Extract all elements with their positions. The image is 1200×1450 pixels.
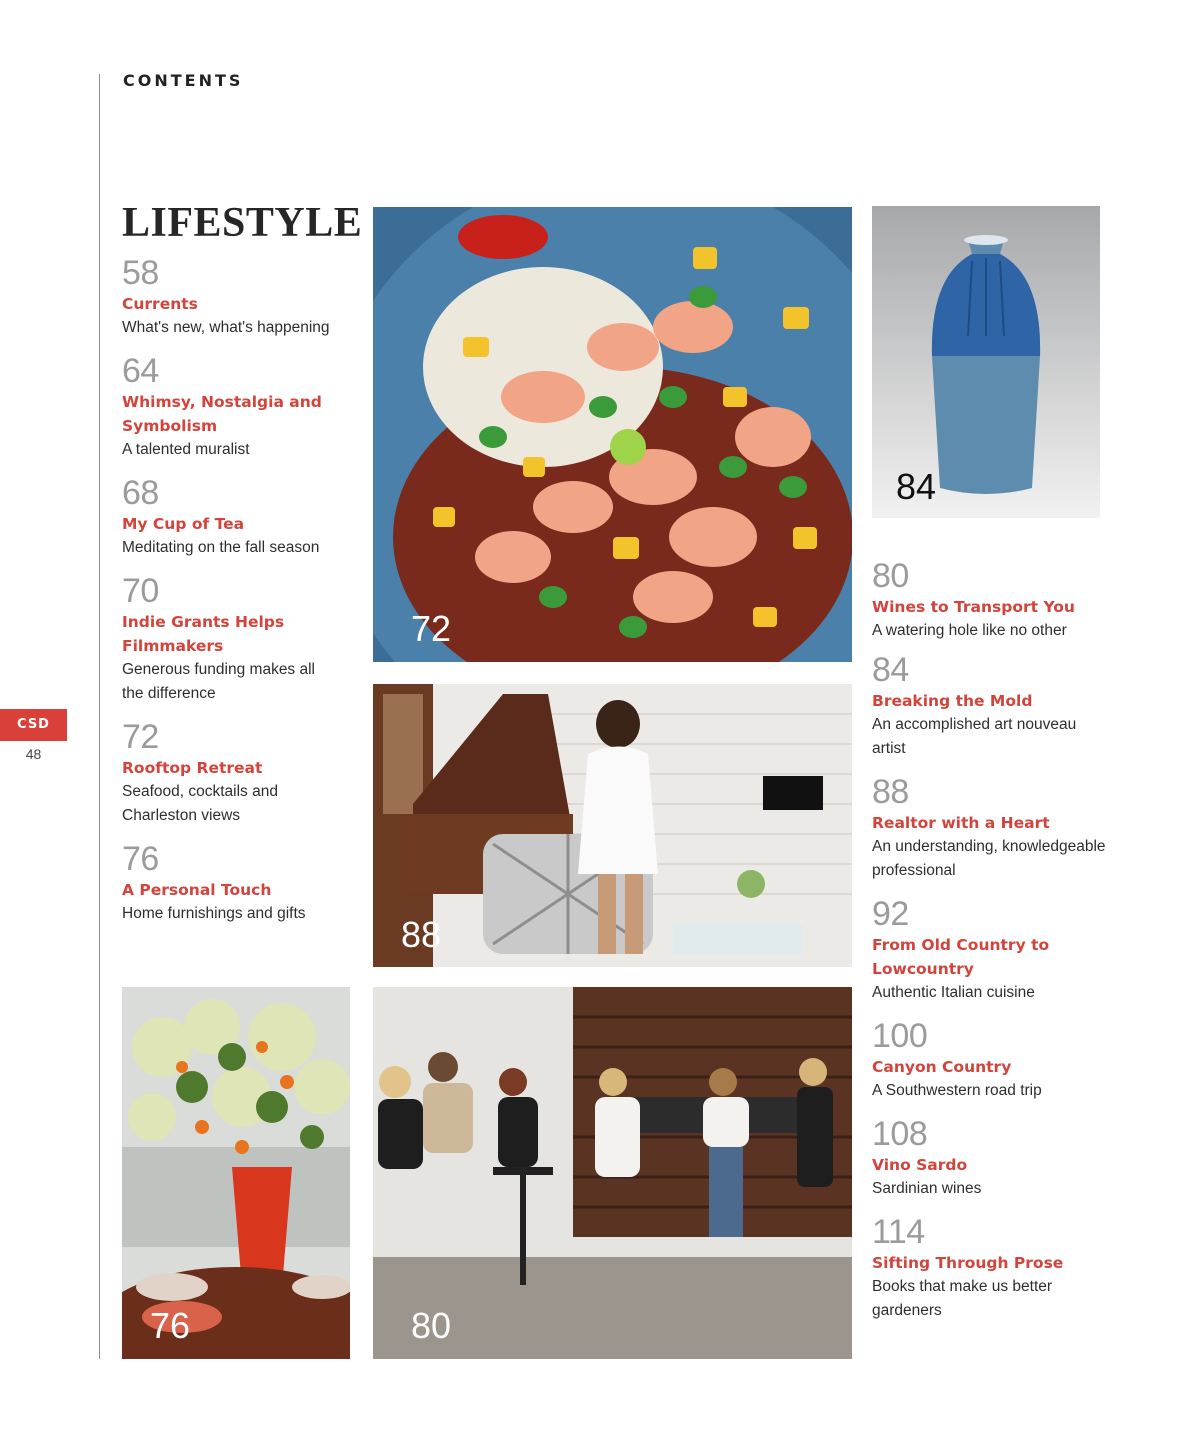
toc-page-number: 80 (872, 557, 909, 595)
toc-page-number: 108 (872, 1115, 928, 1153)
shrimp-dish-photo[interactable] (373, 207, 852, 662)
toc-title: A Personal Touch (122, 881, 272, 899)
toc-entry[interactable] (122, 254, 362, 340)
photo-page-label: 76 (150, 1305, 191, 1346)
wine-bar-photo[interactable] (373, 987, 852, 1359)
toc-description: Generous funding makes all the difference (122, 661, 316, 702)
table-setting-photo[interactable] (122, 987, 350, 1359)
toc-page-number: 100 (872, 1017, 928, 1055)
toc-page-number: 68 (122, 474, 159, 512)
vase-photo[interactable] (872, 206, 1100, 518)
toc-title: Breaking the Mold (872, 692, 1033, 710)
toc-entry[interactable] (122, 352, 322, 462)
toc-description: An accomplished art nouveau artist (872, 716, 1077, 757)
photo-page-label: 80 (411, 1305, 452, 1346)
toc-description: Sardinian wines (872, 1180, 982, 1197)
realtor-piano-image (373, 684, 852, 967)
toc-title: Vino Sardo (872, 1156, 968, 1174)
toc-title: Wines to Transport You (872, 598, 1075, 616)
toc-title: Sifting Through Prose (872, 1254, 1064, 1272)
contents-heading: CONTENTS (123, 71, 244, 90)
toc-page-number: 72 (122, 718, 159, 756)
toc-page-number: 92 (872, 895, 909, 933)
toc-entry[interactable] (122, 474, 362, 560)
toc-description: Meditating on the fall season (122, 539, 320, 556)
section-title: LIFESTYLE (122, 200, 363, 246)
toc-entry[interactable] (122, 718, 302, 828)
toc-left-column (122, 254, 362, 938)
toc-title: Rooftop Retreat (122, 759, 263, 777)
table-setting-image (122, 987, 350, 1359)
shrimp-dish-image (373, 207, 852, 662)
toc-title: Indie Grants Helps Filmmakers (122, 613, 285, 655)
toc-entry[interactable] (872, 1017, 1112, 1103)
toc-page-number: 114 (872, 1213, 925, 1251)
toc-description: An understanding, knowledgeable professional (872, 838, 1106, 879)
realtor-piano-photo[interactable] (373, 684, 852, 967)
toc-right-column (872, 557, 1112, 1335)
toc-page-number: 88 (872, 773, 909, 811)
vertical-rule (99, 74, 100, 1359)
toc-title: Canyon Country (872, 1058, 1012, 1076)
toc-page-number: 84 (872, 651, 909, 689)
toc-description: Authentic Italian cuisine (872, 984, 1035, 1001)
photo-page-label: 88 (401, 914, 442, 955)
magazine-section-tab: CSD (0, 709, 67, 741)
photo-page-label: 72 (411, 608, 452, 649)
toc-description: Seafood, cocktails and Charleston views (122, 783, 278, 824)
toc-entry[interactable] (872, 773, 1107, 883)
toc-title: Whimsy, Nostalgia and Symbolism (122, 393, 322, 435)
folio-page-number: 48 (25, 746, 42, 762)
toc-page-number: 58 (122, 254, 159, 292)
toc-description: A talented muralist (122, 441, 250, 458)
toc-entry[interactable] (872, 1115, 1112, 1201)
toc-description: What's new, what's happening (122, 319, 330, 336)
photo-page-label: 84 (896, 466, 937, 507)
toc-entry[interactable] (872, 1213, 1072, 1323)
toc-description: A Southwestern road trip (872, 1082, 1042, 1099)
toc-entry[interactable] (122, 572, 327, 706)
toc-description: Books that make us better gardeners (872, 1278, 1053, 1319)
toc-page-number: 76 (122, 840, 159, 878)
toc-title: My Cup of Tea (122, 515, 245, 533)
toc-description: A watering hole like no other (872, 622, 1067, 639)
toc-entry[interactable] (872, 651, 1087, 761)
wine-bar-image (373, 987, 852, 1359)
toc-title: From Old Country to Lowcountry (872, 936, 1050, 978)
toc-description: Home furnishings and gifts (122, 905, 306, 922)
toc-entry[interactable] (872, 895, 1062, 1005)
toc-page-number: 64 (122, 352, 159, 390)
toc-entry[interactable] (872, 557, 1112, 643)
toc-entry[interactable] (122, 840, 362, 926)
toc-title: Currents (122, 295, 198, 313)
toc-page-number: 70 (122, 572, 159, 610)
toc-title: Realtor with a Heart (872, 814, 1050, 832)
